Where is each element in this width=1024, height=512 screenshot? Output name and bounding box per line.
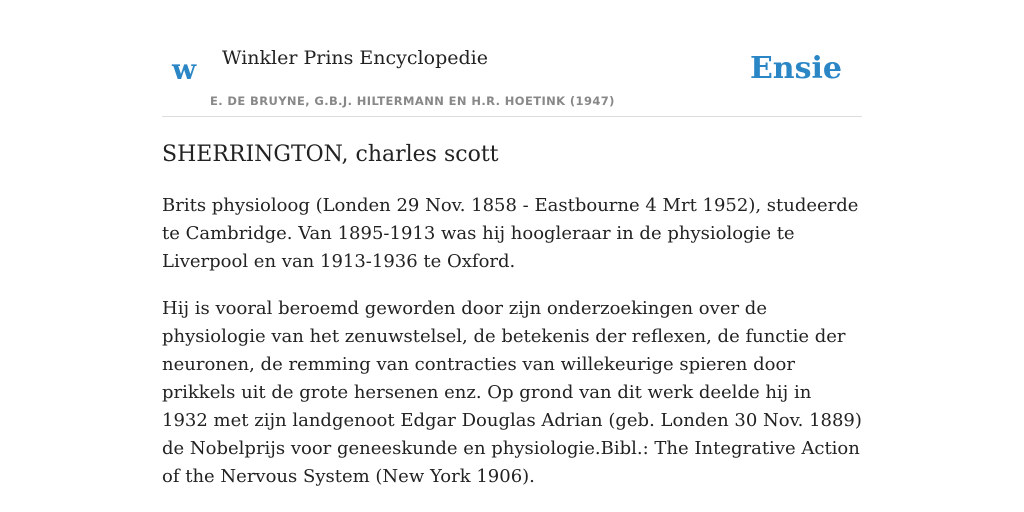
article: [162, 140, 862, 491]
page-header: [162, 0, 862, 117]
article-paragraph-2: Hij is vooral beroemd geworden door zijn onderzoekingen over de physiologie van het zenuwstelsel, de betekenis der reflexen, de functie der neuronen, de remming van contracties van willekeurige spieren door prikkels uit de grote hersenen enz. Op grond van dit werk deelde hij in 1932 met zijn landgenoot Edgar Douglas Adrian (geb. Londen 30 Nov. 1889) de Nobelprijs voor geneeskunde en physiologie.Bibl.: The Integrative Action of the Nervous System (New York 1906).: [162, 298, 862, 487]
article-title: SHERRINGTON, charles scott: [162, 142, 499, 167]
article-paragraph-1: Brits physioloog (Londen 29 Nov. 1858 - Eastbourne 4 Mrt 1952), studeerde te Cambridge. Van 1895-1913 was hij hoogleraar in de physiologie te Liverpool en van 1913-1936 te Oxford.: [162, 195, 859, 272]
winkler-prins-logo[interactable]: w: [172, 53, 197, 86]
source-authors: E. DE BRUYNE, G.B.J. HILTERMANN EN H.R. HOETINK (1947): [210, 94, 615, 108]
ensie-logo[interactable]: Ensie: [749, 51, 842, 86]
source-title[interactable]: Winkler Prins Encyclopedie: [222, 47, 488, 69]
